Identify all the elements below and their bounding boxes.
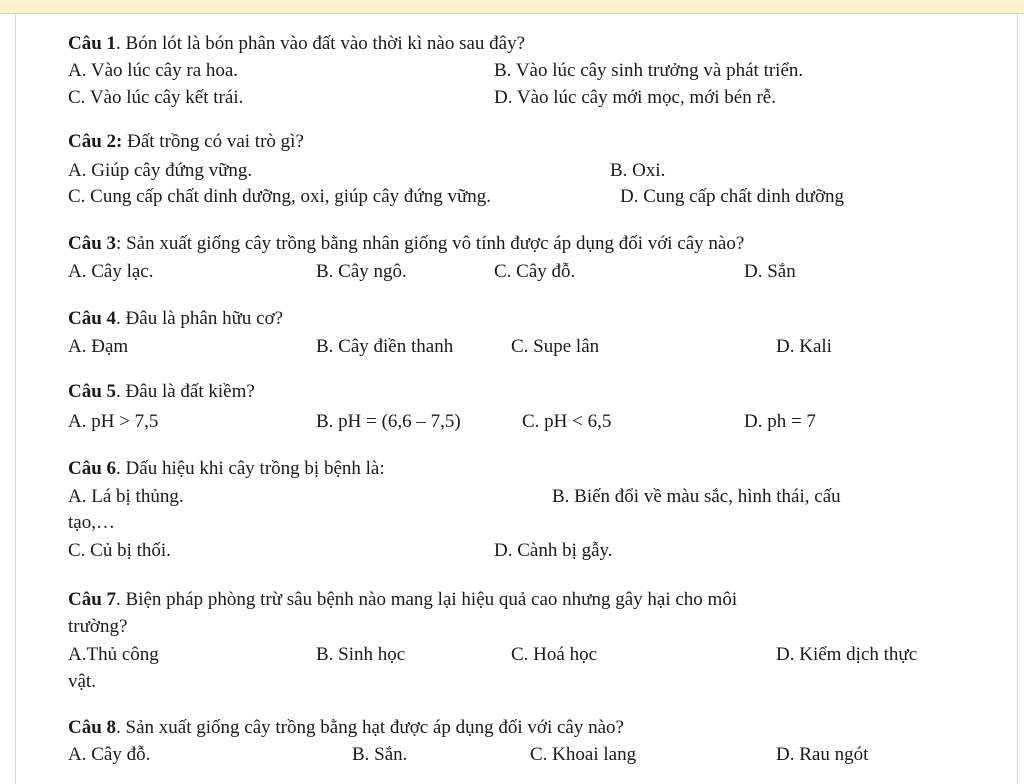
question-5-option-b: B. pH = (6,6 – 7,5) (316, 411, 461, 432)
question-2-option-d: D. Cung cấp chất dinh dưỡng (620, 186, 845, 207)
question-2-option-c: C. Cung cấp chất dinh dưỡng, oxi, giúp cây đứng vững. (68, 186, 492, 207)
question-3-option-c: C. Cây đỗ. (494, 261, 576, 282)
question-2-option-a: A. Giúp cây đứng vững. (68, 160, 253, 181)
question-7-text-continued: trường? (68, 616, 128, 637)
question-5-option-d: D. ph = 7 (744, 411, 816, 432)
question-2-label: Câu 2: (68, 131, 123, 152)
question-5-option-a: A. pH > 7,5 (68, 411, 159, 432)
question-4-option-c: C. Supe lân (511, 336, 600, 357)
question-1-option-b: B. Vào lúc cây sinh trưởng và phát triển. (494, 60, 804, 81)
question-1-option-c: C. Vào lúc cây kết trái. (68, 87, 244, 108)
question-8-option-b: B. Sắn. (352, 744, 408, 765)
question-5-label: Câu 5 (68, 381, 117, 402)
question-7-option-d: D. Kiểm dịch thực (776, 644, 918, 665)
question-7-text: . Biện pháp phòng trừ sâu bệnh nào mang lại hiệu quả cao nhưng gây hại cho môi (116, 589, 738, 610)
question-6-label: Câu 6 (68, 458, 117, 479)
question-4-text: . Đâu là phân hữu cơ? (116, 308, 284, 329)
question-3 (68, 232, 744, 256)
question-8 (68, 716, 624, 740)
question-3-label: Câu 3 (68, 233, 117, 254)
document-page (15, 14, 1018, 784)
question-1 (68, 32, 525, 56)
question-7-label: Câu 7 (68, 589, 117, 610)
question-6-option-b: B. Biến đổi về màu sắc, hình thái, cấu (552, 486, 841, 507)
question-6-option-d: D. Cành bị gẫy. (494, 540, 613, 561)
question-4-label: Câu 4 (68, 308, 117, 329)
question-1-option-a: A. Vào lúc cây ra hoa. (68, 60, 239, 81)
question-8-option-d: D. Rau ngót (776, 744, 869, 765)
question-6 (68, 457, 385, 481)
question-4-option-b: B. Cây điền thanh (316, 336, 454, 357)
quiz-content (16, 14, 1017, 784)
question-4-option-a: A. Đạm (68, 336, 129, 357)
question-1-text: . Bón lót là bón phân vào đất vào thời kì nào sau đây? (116, 33, 526, 54)
question-2-text: Đất trồng có vai trò gì? (122, 131, 304, 152)
question-2 (68, 130, 304, 154)
question-3-option-b: B. Cây ngô. (316, 261, 407, 282)
question-8-option-c: C. Khoai lang (530, 744, 637, 765)
question-8-text: . Sản xuất giống cây trồng bằng hạt được áp dụng đối với cây nào? (116, 717, 624, 738)
question-4 (68, 307, 283, 331)
question-1-label: Câu 1 (68, 33, 117, 54)
question-3-option-d: D. Sắn (744, 261, 796, 282)
question-3-text: : Sản xuất giống cây trồng bằng nhân giống vô tính được áp dụng đối với cây nào? (116, 233, 745, 254)
question-3-option-a: A. Cây lạc. (68, 261, 154, 282)
question-2-option-b: B. Oxi. (610, 160, 666, 181)
question-8-label: Câu 8 (68, 717, 117, 738)
question-5 (68, 380, 255, 404)
question-1-option-d: D. Vào lúc cây mới mọc, mới bén rễ. (494, 87, 776, 108)
question-7-option-a: A.Thủ công (68, 644, 159, 665)
question-7-option-b: B. Sinh học (316, 644, 406, 665)
question-5-text: . Đâu là đất kiềm? (116, 381, 255, 402)
question-6-option-c: C. Củ bị thối. (68, 540, 171, 561)
question-8-option-a: A. Cây đỗ. (68, 744, 151, 765)
question-7-option-d-continued: vật. (68, 671, 96, 692)
question-7 (68, 588, 737, 612)
top-toolbar-band (0, 0, 1024, 14)
question-6-text: . Dấu hiệu khi cây trồng bị bệnh là: (116, 458, 385, 479)
question-5-option-c: C. pH < 6,5 (522, 411, 612, 432)
question-6-option-b-continued: tạo,… (68, 512, 115, 533)
question-4-option-d: D. Kali (776, 336, 832, 357)
question-6-option-a: A. Lá bị thủng. (68, 486, 184, 507)
question-7-option-c: C. Hoá học (511, 644, 598, 665)
